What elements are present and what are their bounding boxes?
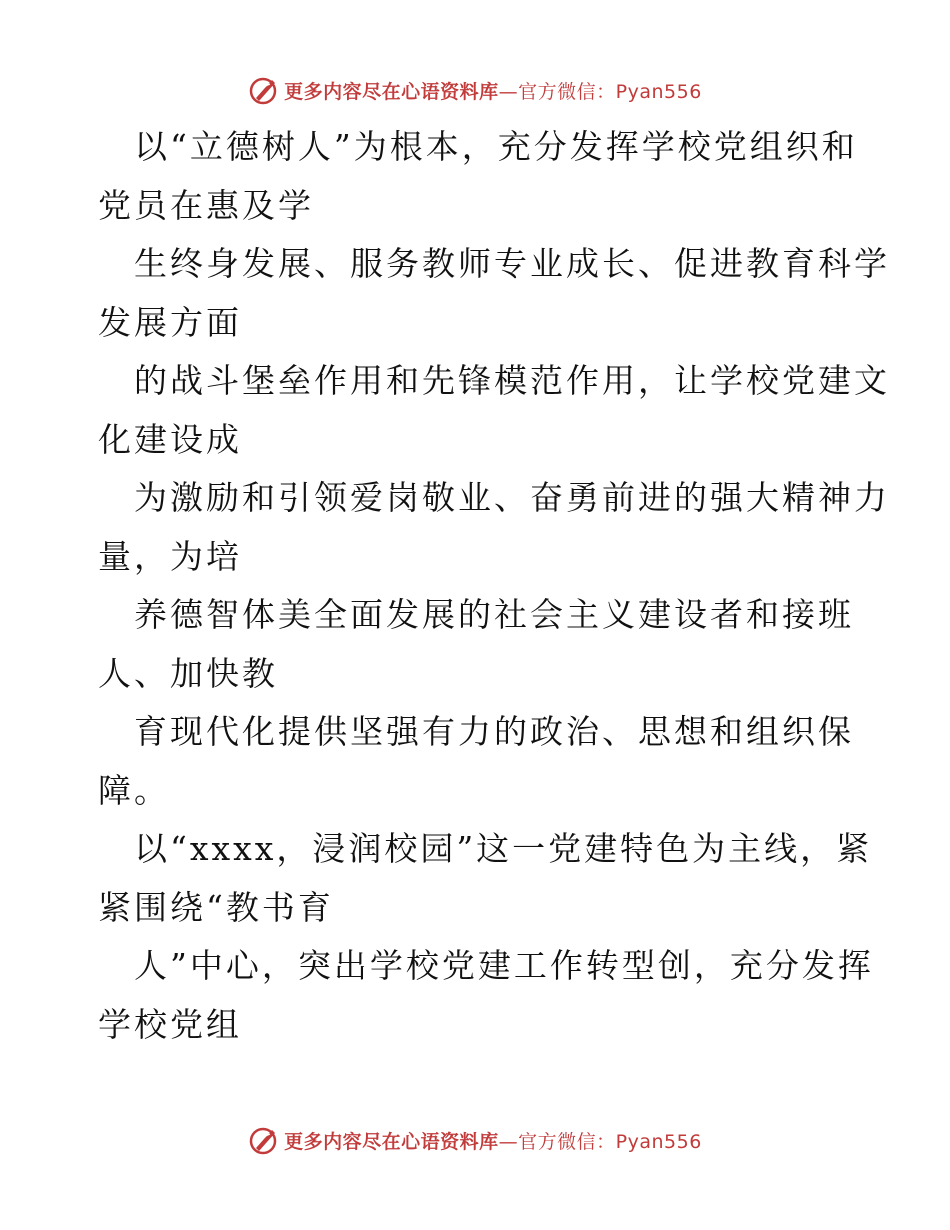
quill-logo-icon: [248, 74, 280, 106]
paragraph-line: 人”中心，突出学校党建工作转型创，充分发挥 学校党组: [98, 946, 874, 1044]
header-banner-text: 更多内容尽在心语资料库—官方微信：Pyan556: [284, 80, 702, 103]
paragraph-line: 生终身发展、服务教师专业成长、促进教育科学 发展方面: [98, 244, 890, 342]
footer-banner: [0, 1122, 950, 1158]
paragraph-line: 以“立德树人”为根本，充分发挥学校党组织和 党员在惠及学: [98, 127, 858, 225]
paragraph-line: 为激励和引领爱岗敬业、奋勇前进的强大精神力 量，为培: [98, 478, 890, 576]
document-body: [98, 118, 890, 1054]
quill-logo-icon: [248, 1124, 280, 1156]
paragraph-line: 养德智体美全面发展的社会主义建设者和接班 人、加快教: [98, 595, 854, 693]
header-banner: [0, 72, 950, 108]
paragraph-line: 育现代化提供坚强有力的政治、思想和组织保 障。: [98, 712, 854, 810]
paragraph-line: 以“xxxx，浸润校园”这一党建特色为主线，紧 紧围绕“教书育: [98, 829, 873, 927]
paragraph-line: 的战斗堡垒作用和先锋模范作用，让学校党建文 化建设成: [98, 361, 890, 459]
footer-banner-text: 更多内容尽在心语资料库—官方微信：Pyan556: [284, 1130, 702, 1153]
